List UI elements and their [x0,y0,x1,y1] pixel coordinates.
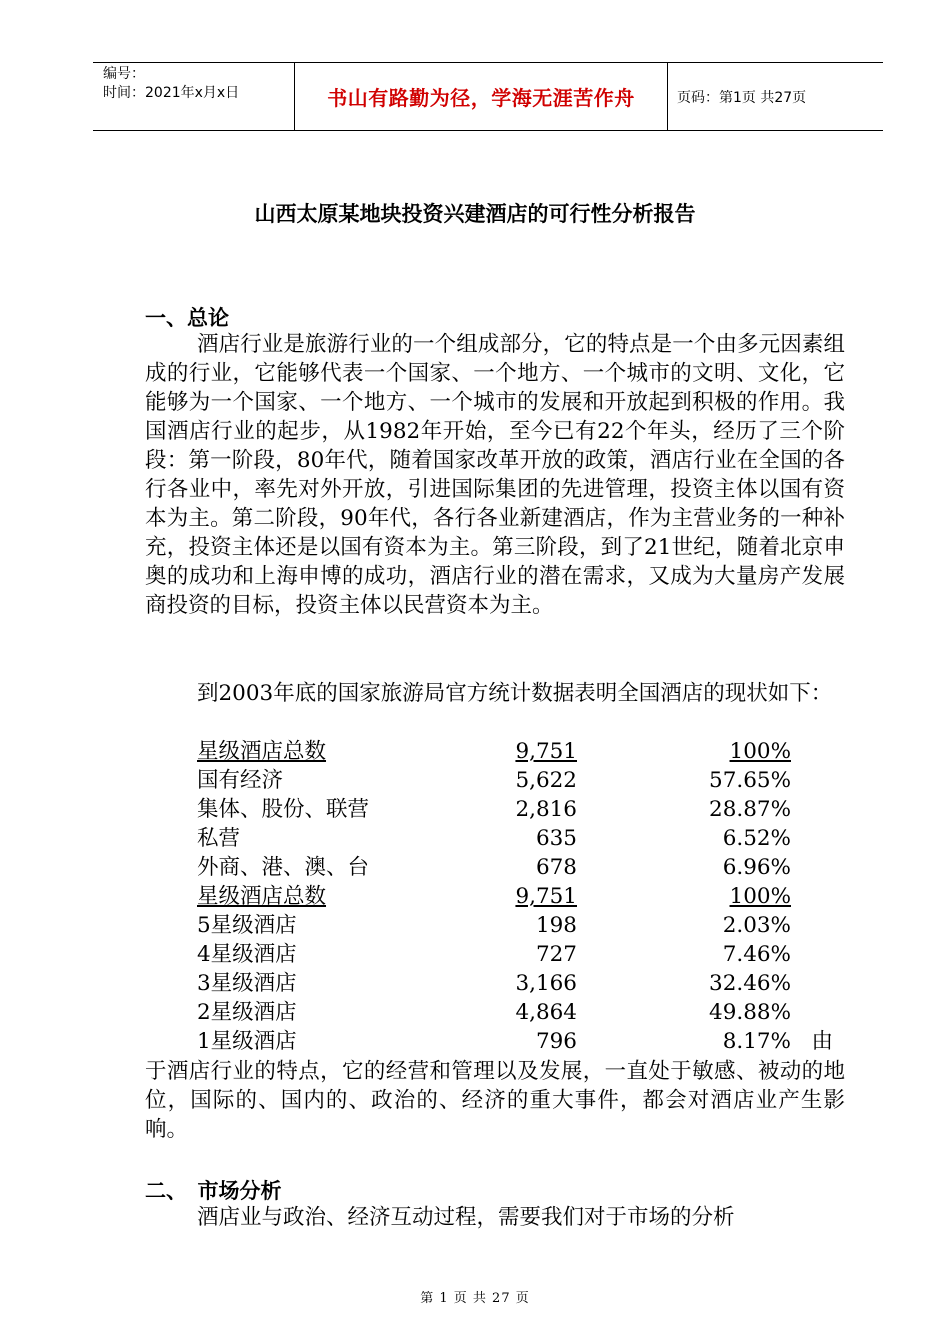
stat-label: 私营 [197,826,241,851]
stat-count: 4,864 [515,1000,577,1025]
section-heading-market: 二、 市场分析 [145,1179,282,1203]
stat-percent: 49.88% [709,1000,791,1025]
paragraph-industry-overview: 酒店行业是旅游行业的一个组成部分，它的特点是一个由多元因素组成的行业，它能够代表一个国家、一个地方、一个城市的文明、文化，它能够为一个国家、一个地方、一个城市的发展和开放起到积极的作用。我国酒店行业的起步，从1982年开始，至今已有22个年头，经历了三个阶段：第一阶段，80年代，随着国家改革开放的政策，酒店行业在全国的各行各业中，率先对外开放，引进国际集团的先进管理，投资主体以国有资本为主。第二阶段，90年代，各行各业新建酒店，作为主营业务的一种补充，投资主体还是以国有资本为主。第三阶段，到了21世纪，随着北京申奥的成功和上海申博的成功，酒店行业的潜在需求，又成为大量房产发展商投资的目标，投资主体以民营资本为主。 [145,332,845,618]
stat-percent: 8.17% [722,1029,791,1054]
stat-row [145,940,845,969]
stat-percent: 6.96% [722,855,791,880]
stat-label: 1星级酒店 [197,1029,297,1054]
stat-count: 9,751 [515,884,577,909]
paragraph-industry-sensitivity: 于酒店行业的特点，它的经营和管理以及发展，一直处于敏感、被动的地位，国际的、国内的、政治的、经济的重大事件，都会对酒店业产生影响。 [145,1059,845,1142]
stat-trailing-text: 由 [811,1029,833,1054]
stat-percent: 7.46% [722,942,791,967]
page-header [93,62,883,131]
stat-row [145,766,845,795]
stat-count: 9,751 [515,739,577,764]
stat-row [145,1027,845,1056]
stat-row [145,969,845,998]
stat-percent: 28.87% [709,797,791,822]
page-footer: 第 1 页 共 27 页 [420,1291,530,1306]
stat-label: 星级酒店总数 [197,739,327,764]
stat-label: 集体、股份、联营 [197,797,370,822]
stat-row [145,911,845,940]
header-divider [667,63,668,130]
stat-row [145,853,845,882]
number-label: 编号： [103,66,145,82]
stat-count: 796 [535,1029,577,1054]
stat-count: 198 [535,913,577,938]
stat-label: 5星级酒店 [197,913,297,938]
stat-count: 3,166 [515,971,577,996]
stat-row [145,998,845,1027]
stat-count: 2,816 [515,797,577,822]
header-motto: 书山有路勤为径，学海无涯苦作舟 [327,86,635,110]
stat-label: 3星级酒店 [197,971,297,996]
stat-count: 635 [535,826,577,851]
stat-label: 2星级酒店 [197,1000,297,1025]
stat-row [145,882,845,911]
stat-row [145,824,845,853]
stat-percent: 32.46% [709,971,791,996]
stat-percent: 2.03% [722,913,791,938]
stat-row [145,795,845,824]
stat-count: 5,622 [515,768,577,793]
document-title: 山西太原某地块投资兴建酒店的可行性分析报告 [254,202,696,226]
header-meta [103,65,239,103]
stat-percent: 57.65% [709,768,791,793]
stat-percent: 6.52% [722,826,791,851]
stat-label: 外商、港、澳、台 [197,855,370,880]
stat-row [145,737,845,766]
stat-percent: 100% [729,739,791,764]
section-heading-general: 一、总论 [145,306,229,330]
paragraph-market-analysis: 酒店业与政治、经济互动过程，需要我们对于市场的分析 [197,1205,735,1230]
time-label: 时间：2021年x月x日 [103,85,240,101]
stat-label: 星级酒店总数 [197,884,327,909]
stat-percent: 100% [729,884,791,909]
stat-count: 727 [535,942,577,967]
header-page-info: 页码：第1页 共27页 [677,90,807,106]
paragraph-stats-intro: 到2003年底的国家旅游局官方统计数据表明全国酒店的现状如下： [197,681,833,706]
stat-label: 国有经济 [197,768,284,793]
stat-label: 4星级酒店 [197,942,297,967]
stat-count: 678 [535,855,577,880]
